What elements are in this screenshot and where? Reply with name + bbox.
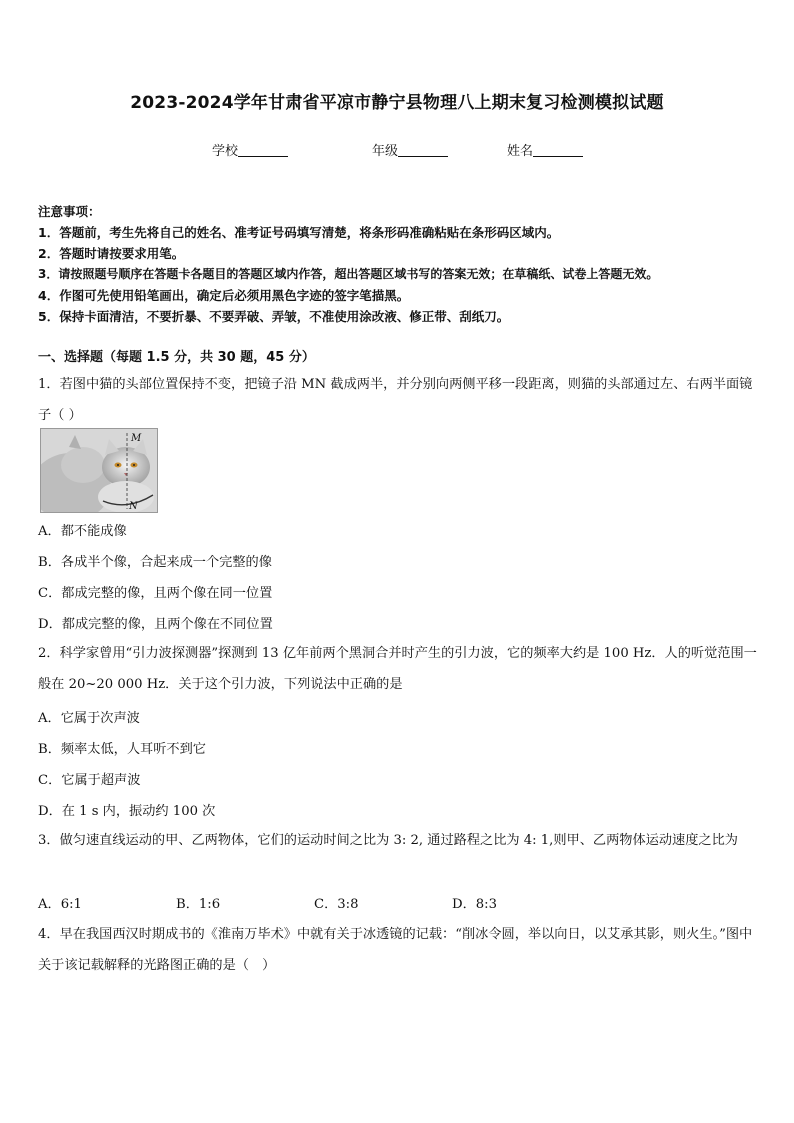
name-field[interactable]: 姓名 bbox=[507, 140, 583, 159]
cat-mirror-image bbox=[41, 429, 157, 512]
note-item: 3．请按照题号顺序在答题卡各题目的答题区域内作答，超出答题区域书写的答案无效；在草稿纸、试卷上答题无效。 bbox=[38, 267, 659, 281]
notes-block bbox=[38, 201, 768, 327]
note-item: 5．保持卡面清洁，不要折暴、不要弄破、弄皱，不准使用涂改液、修正带、刮纸刀。 bbox=[38, 309, 510, 324]
option: B．频率太低，人耳听不到它 bbox=[38, 742, 206, 757]
options-row bbox=[0, 893, 794, 913]
option: B．1:6 bbox=[176, 897, 221, 912]
note-item: 1．答题前，考生先将自己的姓名、准考证号码填写清楚，将条形码准确粘贴在条形码区域内。 bbox=[38, 225, 560, 240]
option: D．8:3 bbox=[452, 897, 497, 912]
option: C．它属于超声波 bbox=[38, 773, 141, 788]
option: A．6:1 bbox=[38, 897, 82, 912]
question-stem: 3．做匀速直线运动的甲、乙两物体，它们的运动时间之比为 3: 2, 通过路程之比为 4: 1,则甲、乙两物体运动速度之比为 bbox=[38, 833, 738, 848]
question-stem: 1．若图中猫的头部位置保持不变，把镜子沿 MN 截成两半，并分别向两侧平移一段距离，则猫的头部通过左、右两半面镜子（ ） bbox=[38, 377, 753, 423]
label-n: N bbox=[129, 501, 138, 512]
exam-title: 2023-2024学年甘肃省平凉市静宁县物理八上期末复习检测模拟试题 bbox=[130, 93, 664, 113]
school-field[interactable]: 学校 bbox=[212, 140, 288, 159]
label-m: M bbox=[131, 433, 142, 444]
question-stem: 4．早在我国西汉时期成书的《淮南万毕术》中就有关于冰透镜的记载：“削冰令圆，举以向日，以艾承其影，则火生。”图中关于该记载解释的光路图正确的是（ ） bbox=[38, 927, 753, 973]
option: A．它属于次声波 bbox=[38, 711, 140, 726]
note-item: 4．作图可先使用铅笔画出，确定后必须用黑色字迹的签字笔描黑。 bbox=[38, 288, 410, 303]
option: D．在 1 s 内，振动约 100 次 bbox=[38, 804, 216, 819]
option: C．都成完整的像，且两个像在同一位置 bbox=[38, 586, 273, 601]
section-heading: 一、选择题（每题 1.5 分，共 30 题，45 分） bbox=[38, 350, 315, 365]
grade-field[interactable]: 年级 bbox=[372, 140, 448, 159]
option: B．各成半个像，合起来成一个完整的像 bbox=[38, 555, 272, 570]
option: C．3:8 bbox=[314, 897, 359, 912]
note-item: 2．答题时请按要求用笔。 bbox=[38, 246, 185, 261]
option: A．都不能成像 bbox=[38, 524, 127, 539]
question-stem: 2．科学家曾用“引力波探测器”探测到 13 亿年前两个黑洞合并时产生的引力波，它的频率大约是 100 Hz．人的听觉范围一般在 20~20 000 Hz．关于这个引力波，下列说法中正确的是 bbox=[38, 646, 757, 692]
notes-heading: 注意事项： bbox=[38, 204, 101, 219]
option: D．都成完整的像，且两个像在不同位置 bbox=[38, 617, 273, 632]
cat-mirror-figure bbox=[40, 428, 158, 513]
